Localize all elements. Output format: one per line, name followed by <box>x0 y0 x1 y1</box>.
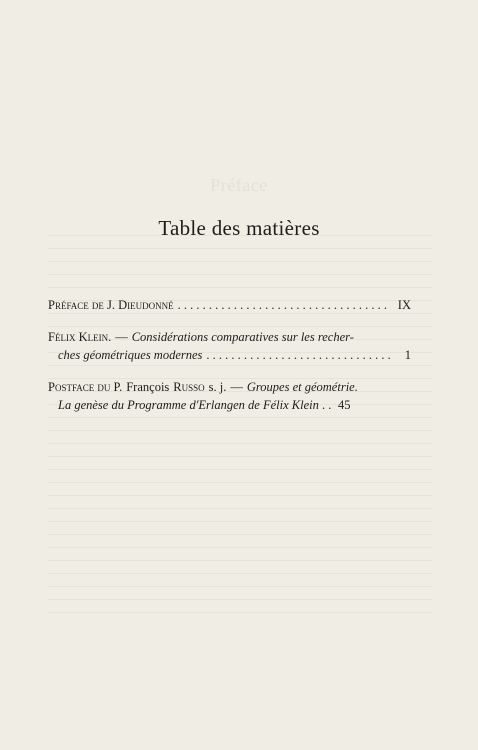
dot-leader <box>206 346 391 364</box>
toc-entry-postface[interactable] <box>48 378 411 414</box>
show-through-text <box>48 235 433 625</box>
toc-entry-preface[interactable] <box>48 296 411 314</box>
page-number: 1 <box>404 348 411 362</box>
show-through-heading: Préface <box>210 175 268 195</box>
toc-entry-klein[interactable] <box>48 328 411 364</box>
dot-leader: . . <box>318 398 335 412</box>
entry-title-line2: La genèse du Programme d'Erlangen de Félix Klein <box>58 398 319 412</box>
entry-author-suffix: s. j. <box>208 380 227 394</box>
entry-author-prefix: Postface du P. <box>48 380 123 394</box>
entry-dash: — <box>115 330 128 344</box>
entry-title-line1: Groupes et géométrie. <box>246 380 358 394</box>
dot-leader <box>178 296 391 314</box>
page-number: IX <box>397 298 411 312</box>
page-title: Table des matières <box>158 216 320 240</box>
entry-author-name: François <box>126 380 170 394</box>
entry-dash: — <box>230 380 243 394</box>
entry-author: Félix Klein. <box>48 330 112 344</box>
page-number: 45 <box>337 398 351 412</box>
entry-author: Préface de J. Dieudonné <box>48 298 174 312</box>
table-of-contents <box>48 296 411 428</box>
entry-title-line2: ches géométriques modernes <box>58 348 203 362</box>
entry-title-line1: Considérations comparatives sur les recher- <box>131 330 354 344</box>
entry-author-surname: Russo <box>173 380 205 394</box>
